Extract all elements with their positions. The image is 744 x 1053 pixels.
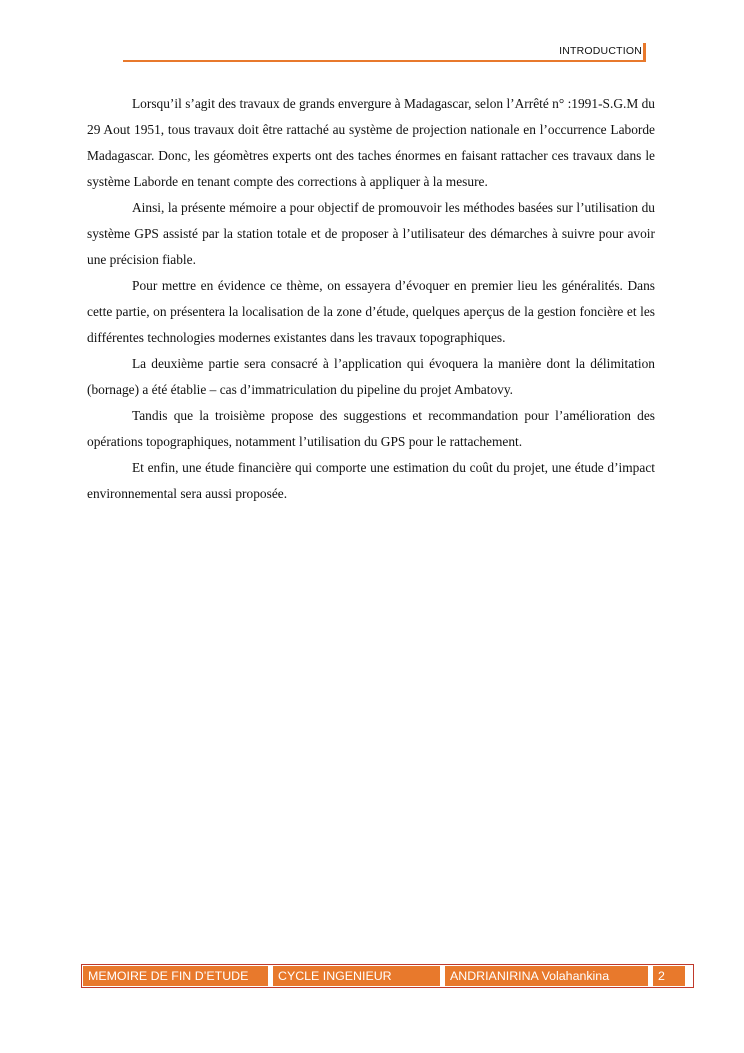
paragraph: Ainsi, la présente mémoire a pour objectif de promouvoir les méthodes basées sur l’utilisation du système GPS assisté par la station totale et de proposer à l’utilisateur des démarches à suivre pour avoir une précision fiable. <box>87 200 655 267</box>
page-footer <box>81 964 694 988</box>
header-accent-bar <box>643 43 646 61</box>
header-rule <box>123 60 646 62</box>
header-title: INTRODUCTION <box>559 45 642 57</box>
paragraph: Pour mettre en évidence ce thème, on essayera d’évoquer en premier lieu les généralités. Dans cette partie, on présentera la localisation de la zone d’étude, quelques aperçus de la gestion foncière et les différentes technologies modernes existantes dans les travaux topographiques. <box>87 278 655 345</box>
footer-page-number: 2 <box>652 965 686 987</box>
paragraph: La deuxième partie sera consacré à l’application qui évoquera la manière dont la délimitation (bornage) a été établie – cas d’immatriculation du pipeline du projet Ambatovy. <box>87 356 655 397</box>
introduction-body <box>87 91 655 507</box>
paragraph: Et enfin, une étude financière qui comporte une estimation du coût du projet, une étude d’impact environnemental sera aussi proposée. <box>87 460 655 501</box>
footer-memoire: MEMOIRE DE FIN D’ETUDE <box>82 965 269 987</box>
footer-cycle: CYCLE INGENIEUR <box>272 965 441 987</box>
paragraph: Lorsqu’il s’agit des travaux de grands envergure à Madagascar, selon l’Arrêté n° :1991-S.G.M du 29 Aout 1951, tous travaux doit être rattaché au système de projection nationale en l’occurrence Laborde Madagascar. Donc, les géomètres experts ont des taches énormes en faisant rattacher ces travaux dans le système Laborde en tenant compte des corrections à appliquer à la mesure. <box>87 96 655 189</box>
paragraph: Tandis que la troisième propose des suggestions et recommandation pour l’amélioration des opérations topographiques, notamment l’utilisation du GPS pour le rattachement. <box>87 408 655 449</box>
footer-author: ANDRIANIRINA Volahankina <box>444 965 649 987</box>
